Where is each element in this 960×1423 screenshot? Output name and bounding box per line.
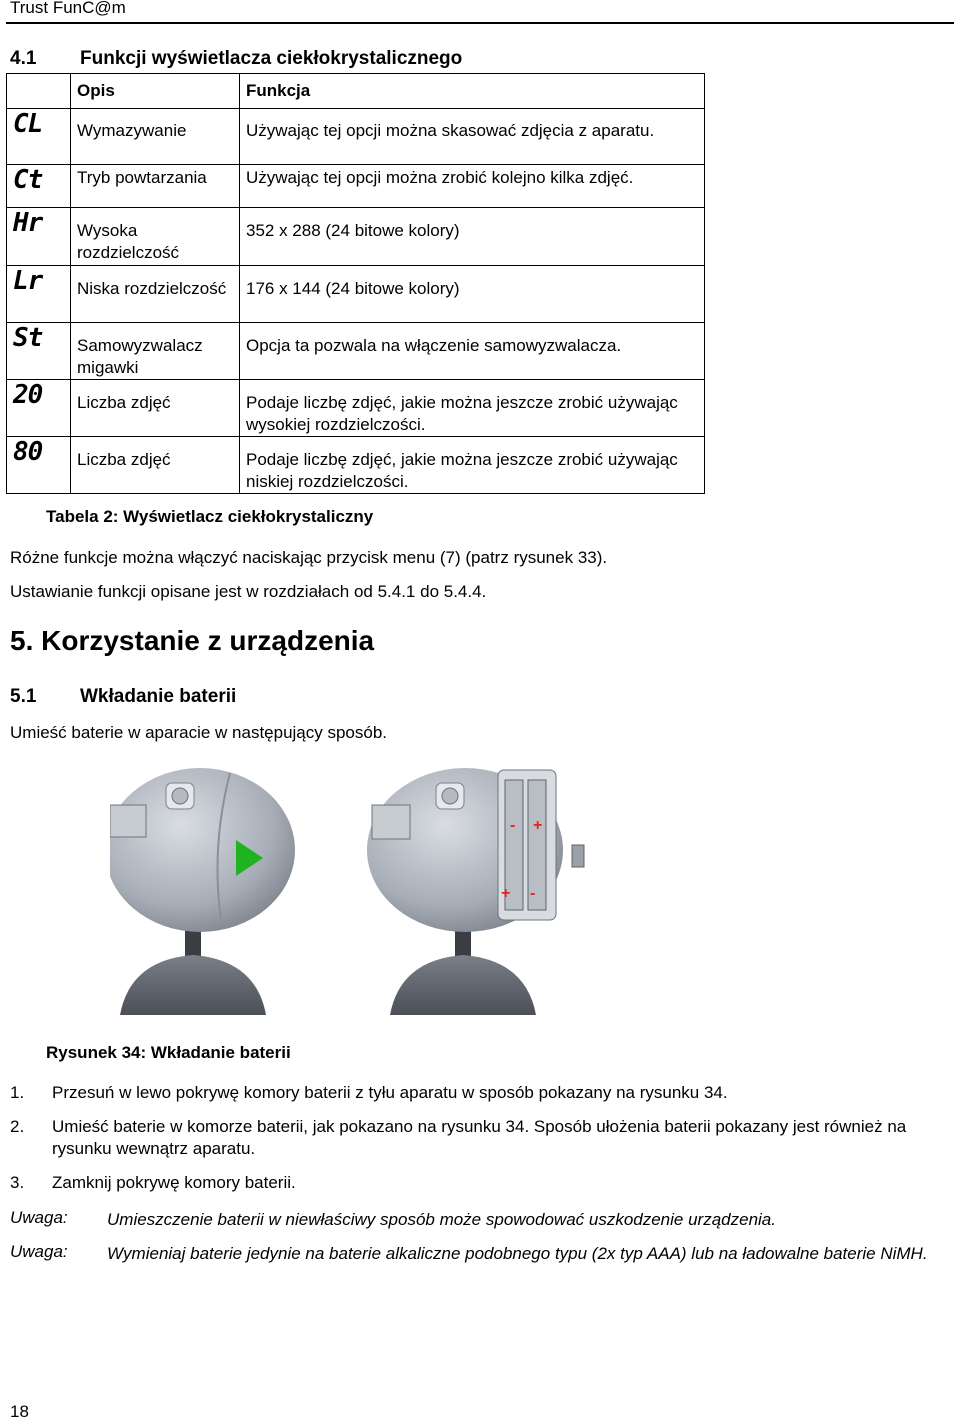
paragraph-settings: Ustawianie funkcji opisane jest w rozdziałach od 5.4.1 do 5.4.4.	[10, 582, 487, 601]
list-text: Przesuń w lewo pokrywę komory baterii z tyłu aparatu w sposób pokazany na rysunku 34.	[52, 1083, 728, 1102]
table-header-row	[7, 74, 705, 109]
chapter-title: Korzystanie z urządzenia	[41, 625, 375, 656]
table-row	[7, 109, 705, 165]
lcd-symbol-icon: St	[13, 323, 43, 353]
list-number: 1.	[10, 1083, 25, 1102]
battery-insertion-photo	[110, 765, 610, 1030]
table-cell-funkcja: 352 x 288 (24 bitowe kolory)	[240, 208, 705, 266]
polarity-plus: +	[533, 817, 543, 834]
figure-caption: Rysunek 34: Wkładanie baterii	[46, 1043, 291, 1062]
section-title: Wkładanie baterii	[80, 686, 237, 707]
table-row	[7, 266, 705, 323]
table-cell-opis: Wysoka rozdzielczość	[71, 208, 240, 266]
table-row	[7, 323, 705, 380]
header-divider	[6, 22, 954, 24]
table-header-icon-cell	[7, 74, 71, 109]
chapter-number: 5.	[10, 625, 34, 656]
table-header-funkcja: Funkcja	[240, 74, 705, 109]
list-item	[10, 1083, 940, 1103]
section-heading-4-1	[10, 48, 462, 70]
table-cell-opis: Wymazywanie	[71, 109, 240, 165]
polarity-minus: -	[530, 885, 536, 902]
list-item	[10, 1116, 940, 1160]
page-number: 18	[10, 1402, 29, 1421]
table-cell-funkcja: Używając tej opcji można zrobić kolejno kilka zdjęć.	[240, 165, 705, 208]
table-cell-funkcja: Opcja ta pozwala na włączenie samowyzwalacza.	[240, 323, 705, 380]
table-header-opis: Opis	[71, 74, 240, 109]
table-cell-funkcja: Podaje liczbę zdjęć, jakie można jeszcze zrobić używając wysokiej rozdzielczości.	[240, 380, 705, 437]
lcd-functions-table	[6, 73, 705, 494]
table-cell-opis: Niska rozdzielczość	[71, 266, 240, 323]
table-cell-funkcja: 176 x 144 (24 bitowe kolory)	[240, 266, 705, 323]
table-cell-opis: Liczba zdjęć	[71, 437, 240, 494]
section-title: Funkcji wyświetlacza ciekłokrystalicznego	[80, 48, 463, 69]
lcd-symbol-icon: Ct	[13, 165, 43, 195]
table-cell-funkcja: Podaje liczbę zdjęć, jakie można jeszcze zrobić używając niskiej rozdzielczości.	[240, 437, 705, 494]
note-label: Uwaga:	[10, 1242, 68, 1261]
camera-illustration	[110, 765, 610, 1030]
camera-back-open	[367, 768, 584, 1015]
list-number: 3.	[10, 1173, 25, 1192]
note-text: Umieszczenie baterii w niewłaściwy sposób może spowodować uszkodzenie urządzenia.	[107, 1210, 776, 1229]
lcd-symbol-icon: Hr	[13, 208, 43, 238]
table-row	[7, 208, 705, 266]
section-number: 5.1	[10, 686, 37, 707]
polarity-plus: +	[501, 885, 511, 902]
table-caption: Tabela 2: Wyświetlacz ciekłokrystaliczny	[46, 507, 374, 526]
table-cell-opis: Tryb powtarzania	[71, 165, 240, 208]
lcd-symbol-icon: Lr	[13, 266, 43, 296]
chapter-heading-5	[10, 625, 374, 657]
note-warning	[10, 1208, 950, 1238]
camera-front-closed	[110, 768, 295, 1015]
paragraph-menu: Różne funkcje można włączyć naciskając przycisk menu (7) (patrz rysunek 33).	[10, 548, 608, 567]
note-warning	[10, 1242, 950, 1292]
table-row	[7, 380, 705, 437]
paragraph-intro: Umieść baterie w aparacie w następujący sposób.	[10, 723, 388, 742]
list-text: Umieść baterie w komorze baterii, jak pokazano na rysunku 34. Sposób ułożenia baterii pokazany jest również na rysunku wewnątrz aparatu.	[52, 1117, 907, 1158]
table-row	[7, 437, 705, 494]
list-text: Zamknij pokrywę komory baterii.	[52, 1173, 296, 1192]
list-number: 2.	[10, 1117, 25, 1136]
section-heading-5-1	[10, 686, 236, 708]
table-cell-opis: Liczba zdjęć	[71, 380, 240, 437]
table-cell-opis: Samowyzwalacz migawki	[71, 323, 240, 380]
lcd-symbol-icon: 80	[13, 437, 43, 467]
table-row	[7, 165, 705, 208]
document-header-title: Trust FunC@m	[10, 0, 126, 17]
list-item	[10, 1173, 940, 1193]
section-number: 4.1	[10, 48, 37, 69]
polarity-minus: -	[510, 817, 516, 834]
table-cell-funkcja: Używając tej opcji można skasować zdjęcia z aparatu.	[240, 109, 705, 165]
note-label: Uwaga:	[10, 1208, 68, 1227]
note-text: Wymieniaj baterie jedynie na baterie alkaliczne podobnego typu (2x typ AAA) lub na ładowalne baterie NiMH.	[107, 1244, 928, 1263]
lcd-symbol-icon: CL	[13, 109, 43, 139]
lcd-symbol-icon: 20	[13, 380, 43, 410]
